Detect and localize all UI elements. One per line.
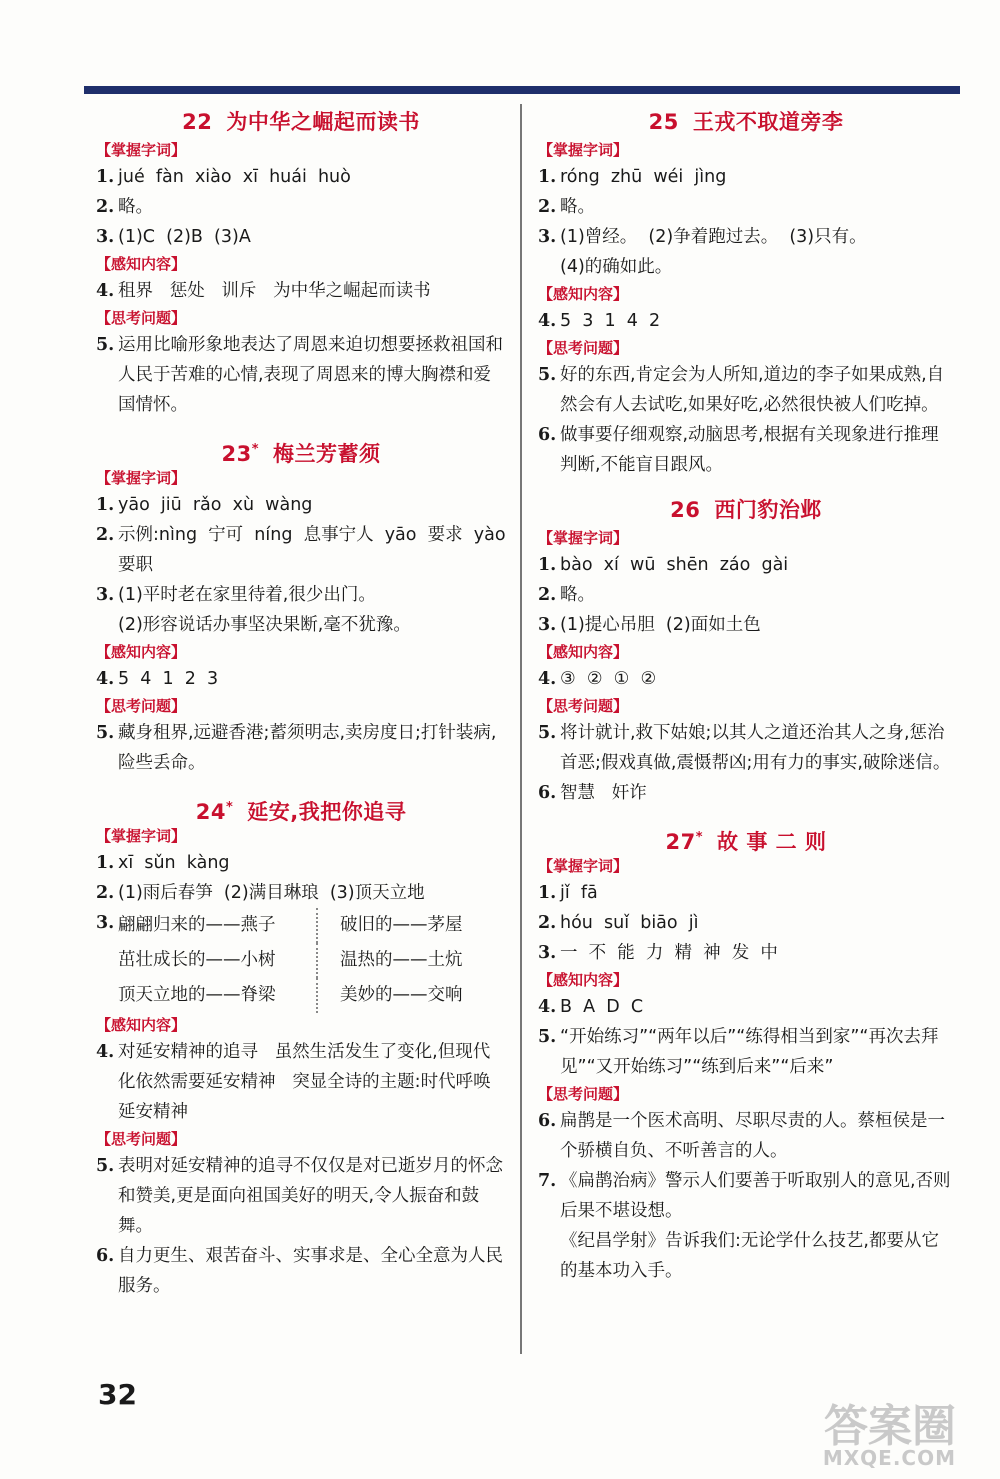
lesson-27-title: 27* 故 事 二 则	[665, 830, 827, 854]
answer-item: 6. 自力更生、艰苦奋斗、实事求是、全心全意为人民服务。	[96, 1246, 503, 1296]
answer-item: 2. hóu suǐ biāo jì	[538, 913, 699, 933]
answer-item-cont: (4)的确如此。	[560, 257, 673, 277]
answer-item: 3. (1)曾经。 (2)争着跑过去。 (3)只有。	[538, 227, 867, 247]
answer-item: 6. 扁鹊是一个医术高明、尽职尽责的人。蔡桓侯是一个骄横自负、不听善言的人。	[538, 1111, 945, 1161]
section-grasp: 【掌握字词】	[96, 141, 187, 159]
section-perceive: 【感知内容】	[538, 643, 629, 661]
section-think: 【思考问题】	[538, 697, 629, 715]
answer-item: 4. 5 4 1 2 3	[96, 669, 219, 689]
watermark-logo: 答案圈	[824, 1401, 956, 1452]
answer-item: 6. 智慧 奸诈	[538, 783, 647, 803]
answer-item: 2. 示例:nìng 宁可 níng 息事宁人 yāo 要求 yào 要职	[96, 525, 517, 575]
column-divider	[520, 104, 522, 1354]
answer-item: 1. jǐ fā	[538, 883, 598, 903]
header-bar	[84, 86, 960, 94]
section-think: 【思考问题】	[538, 339, 629, 357]
section-grasp: 【掌握字词】	[538, 529, 629, 547]
section-think: 【思考问题】	[538, 1085, 629, 1103]
lesson-26-title: 26 西门豹治邺	[670, 498, 822, 522]
section-perceive: 【感知内容】	[96, 255, 187, 273]
answer-item: 5. 运用比喻形象地表达了周恩来迫切想要拯救祖国和人民于苦难的心情,表现了周恩来的博大胸襟和爱国情怀。	[96, 335, 503, 415]
answer-item-cont: 《纪昌学射》告诉我们:无论学什么技艺,都要从它的基本功入手。	[560, 1231, 939, 1281]
answer-item: 4. 对延安精神的追寻 虽然生活发生了变化,但现代化依然需要延安精神 突显全诗的主题:时代呼唤延安精神	[96, 1042, 491, 1122]
answer-item: 4. 5 3 1 4 2	[538, 311, 661, 331]
answer-item: 5. 好的东西,肯定会为人所知,道边的李子如果成熟,自然会有人去试吃,如果好吃,必然很快被人们吃掉。	[538, 365, 945, 415]
answer-item: 3. (1)C (2)B (3)A	[96, 227, 251, 247]
watermark-url: MXQE.COM	[822, 1446, 956, 1470]
section-think: 【思考问题】	[96, 697, 187, 715]
page-number: 32	[98, 1378, 137, 1411]
left-column	[96, 104, 517, 1301]
section-grasp: 【掌握字词】	[538, 857, 629, 875]
section-perceive: 【感知内容】	[96, 643, 187, 661]
section-grasp: 【掌握字词】	[96, 827, 187, 845]
answer-item: 5. 藏身租界,远避香港;蓄须明志,卖房度日;打针装病,险些丢命。	[96, 723, 497, 773]
answer-item: 1. yāo jiū rǎo xù wàng	[96, 495, 313, 515]
answer-item: 6. 做事要仔细观察,动脑思考,根据有关现象进行推理判断,不能盲目跟风。	[538, 425, 939, 475]
answer-item: 3. 一 不 能 力 精 神 发 中	[538, 943, 778, 963]
answer-item: 5. 将计就计,救下姑娘;以其人之道还治其人之身,惩治首恶;假戏真做,震慑帮凶;用有力的事实,破除迷信。	[538, 723, 951, 773]
answer-item: 3. (1)平时老在家里待着,很少出门。	[96, 585, 376, 605]
answer-item: 1. róng zhū wéi jìng	[538, 167, 727, 187]
section-grasp: 【掌握字词】	[538, 141, 629, 159]
lesson-22-title: 22 为中华之崛起而读书	[182, 110, 420, 134]
answer-item: 2. 略。	[538, 585, 595, 605]
answer-item-cont: (2)形容说话办事坚决果断,毫不犹豫。	[118, 615, 411, 635]
answer-item: 4. 租界 惩处 训斥 为中华之崛起而读书	[96, 281, 431, 301]
section-perceive: 【感知内容】	[538, 285, 629, 303]
section-think: 【思考问题】	[96, 309, 187, 327]
answer-item: 2. (1)雨后春笋 (2)满目琳琅 (3)顶天立地	[96, 883, 425, 903]
answer-item: 1. xī sǔn kàng	[96, 853, 230, 873]
answer-item: 5. “开始练习”“两年以后”“练得相当到家”“再次去拜见”“又开始练习”“练到后来”“后来”	[538, 1027, 939, 1077]
lesson-24-title: 24* 延安,我把你追寻	[195, 800, 407, 824]
answer-item: 2. 略。	[96, 197, 153, 217]
word-pair-grid: 翩翩归来的——燕子 破旧的——茅屋 茁壮成长的——小树 温热的——土炕 顶天立地的——脊梁 美妙的——交响	[118, 908, 520, 1013]
answer-item: 7. 《扁鹊治病》警示人们要善于听取别人的意见,否则后果不堪设想。	[538, 1171, 951, 1221]
section-perceive: 【感知内容】	[96, 1016, 187, 1034]
section-perceive: 【感知内容】	[538, 971, 629, 989]
answer-item: 1. bào xí wū shēn záo gài	[538, 555, 789, 575]
answer-item: 3. 翩翩归来的——燕子 破旧的——茅屋 茁壮成长的——小树 温热的——土炕 顶天立地的——脊梁 美妙的——交响	[96, 908, 506, 1013]
answer-item: 2. 略。	[538, 197, 595, 217]
answer-item: 4. B A D C	[538, 997, 644, 1017]
right-column	[538, 104, 954, 1286]
answer-item: 1. jué fàn xiào xī huái huò	[96, 167, 351, 187]
answer-item: 5. 表明对延安精神的追寻不仅仅是对已逝岁月的怀念和赞美,更是面向祖国美好的明天,令人振奋和鼓舞。	[96, 1156, 503, 1236]
answer-item: 3. (1)提心吊胆 (2)面如土色	[538, 615, 761, 635]
lesson-23-title: 23* 梅兰芳蓄须	[221, 442, 381, 466]
lesson-25-title: 25 王戎不取道旁李	[648, 110, 844, 134]
answer-item: 4. ③ ② ① ②	[538, 669, 657, 689]
section-grasp: 【掌握字词】	[96, 469, 187, 487]
section-think: 【思考问题】	[96, 1130, 187, 1148]
